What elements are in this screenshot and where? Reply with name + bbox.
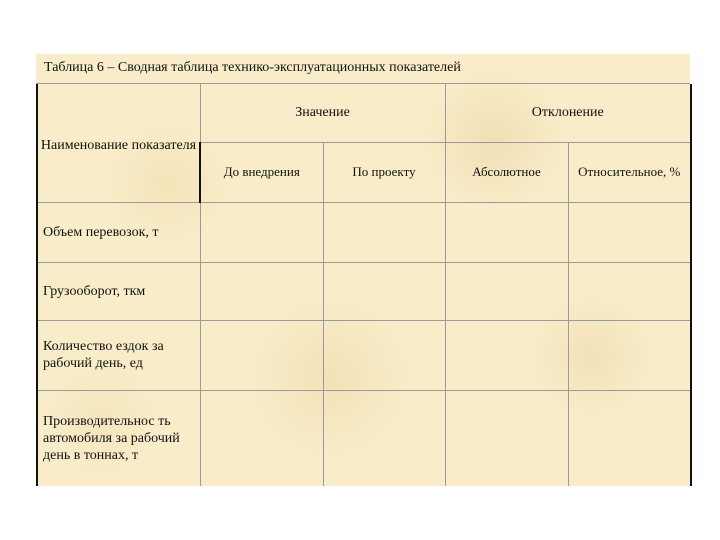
header-relative: Относительное, % — [568, 142, 691, 202]
cell-before — [200, 262, 323, 320]
header-project: По проекту — [323, 142, 445, 202]
cell-relative — [568, 390, 691, 486]
cell-absolute — [445, 320, 568, 390]
cell-relative — [568, 320, 691, 390]
cell-absolute — [445, 202, 568, 262]
table-row — [37, 202, 691, 262]
header-absolute: Абсолютное — [445, 142, 568, 202]
header-deviation-group: Отклонение — [445, 84, 691, 142]
table-caption: Таблица 6 – Сводная таблица технико-эксплуатационных показателей — [44, 60, 461, 75]
table-row — [37, 320, 691, 390]
slide — [36, 54, 690, 486]
row-label-freight-turnover: Грузооборот, ткм — [37, 262, 200, 320]
row-label-transport-volume: Объем перевозок, т — [37, 202, 200, 262]
cell-absolute — [445, 262, 568, 320]
cell-project — [323, 262, 445, 320]
cell-before — [200, 202, 323, 262]
cell-relative — [568, 262, 691, 320]
summary-table — [36, 84, 692, 486]
cell-before — [200, 390, 323, 486]
row-label-vehicle-productivity: Производительнос ть автомобиля за рабочий день в тоннах, т — [37, 390, 200, 486]
header-indicator-name: Наименование показателя — [37, 84, 200, 202]
header-before: До внедрения — [200, 142, 323, 202]
table-row — [37, 262, 691, 320]
cell-relative — [568, 202, 691, 262]
cell-project — [323, 320, 445, 390]
header-value-group: Значение — [200, 84, 445, 142]
table-row — [37, 390, 691, 486]
cell-absolute — [445, 390, 568, 486]
row-label-trips-per-day: Количество ездок за рабочий день, ед — [37, 320, 200, 390]
cell-project — [323, 202, 445, 262]
cell-before — [200, 320, 323, 390]
cell-project — [323, 390, 445, 486]
